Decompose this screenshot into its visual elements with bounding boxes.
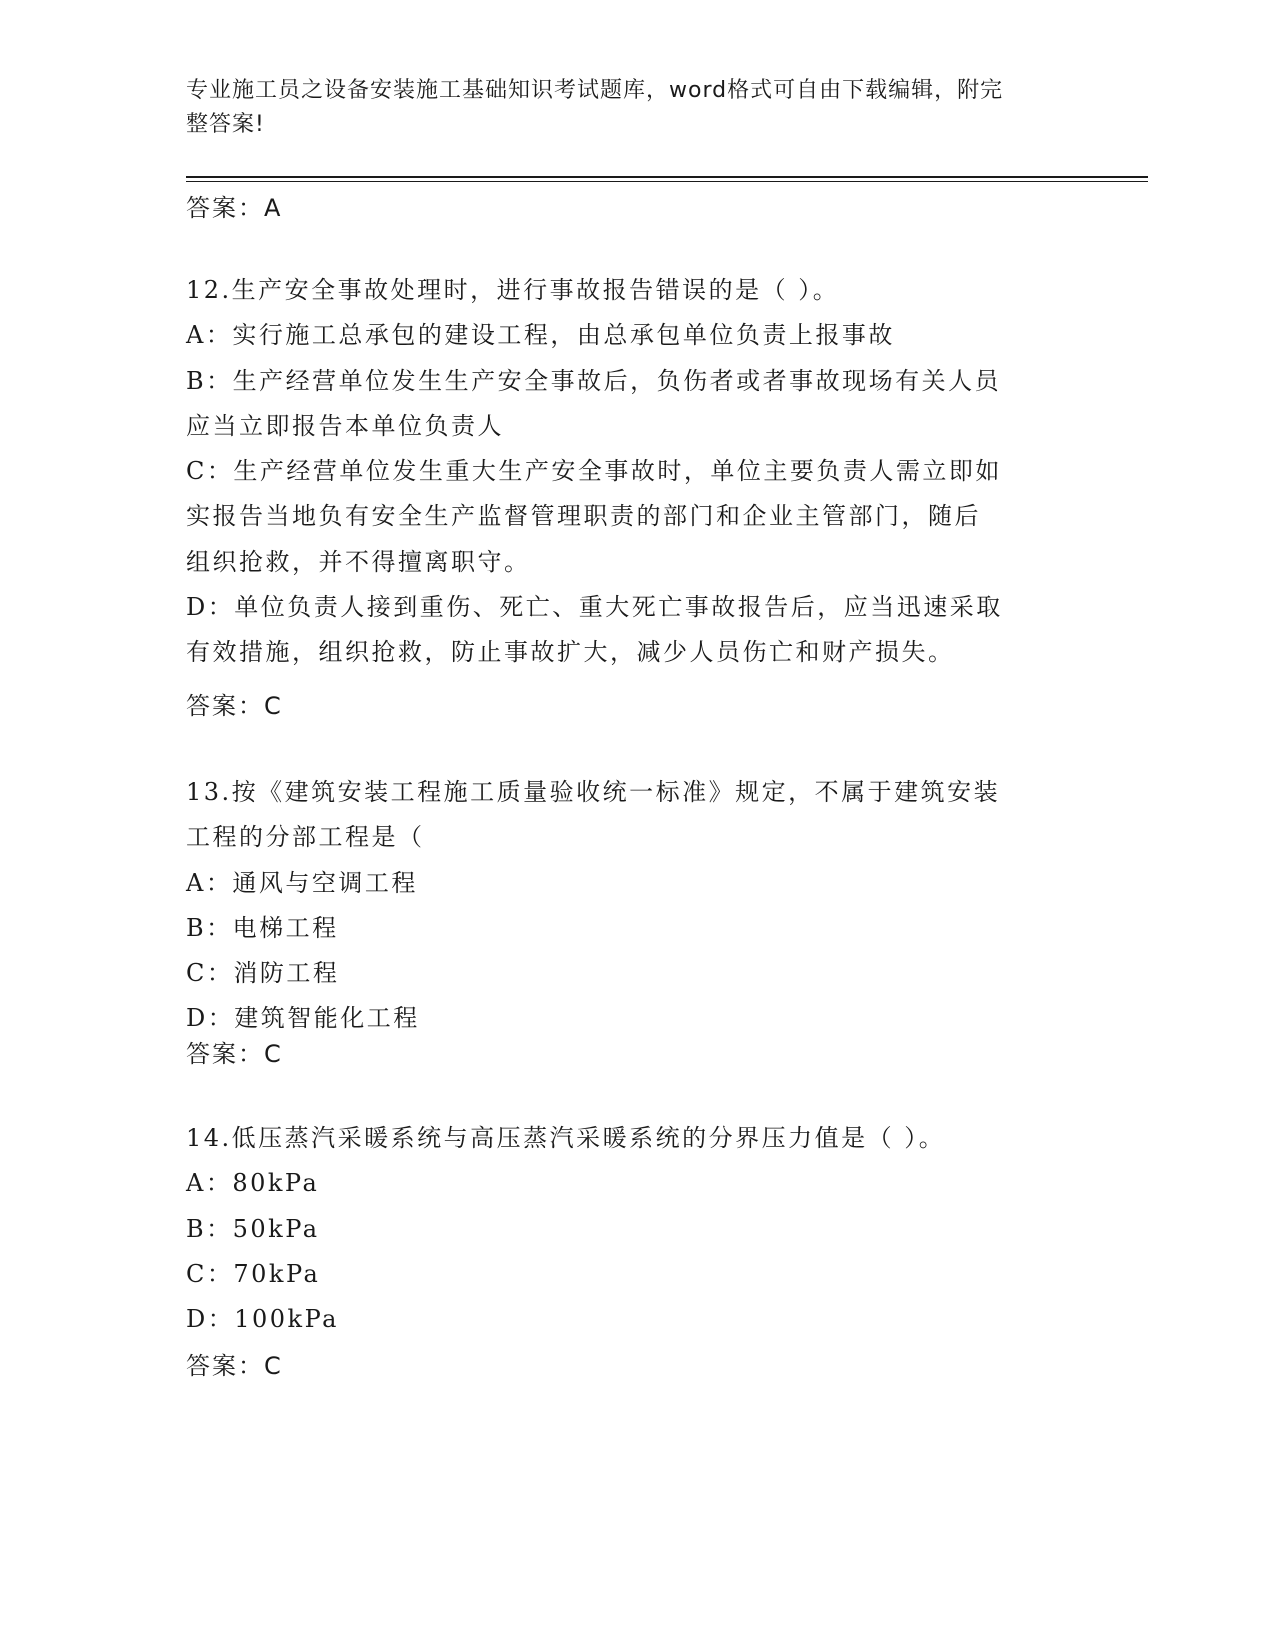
option-d: D：100kPa <box>186 1305 339 1334</box>
option-b-line-2: 应当立即报告本单位负责人 <box>186 411 504 440</box>
question-stem: 14.低压蒸汽采暖系统与高压蒸汽采暖系统的分界压力值是（ ）。 <box>186 1124 946 1152</box>
option-c-line-1: C：生产经营单位发生重大生产安全事故时，单位主要负责人需立即如 <box>186 457 1002 486</box>
option-b: B：50kPa <box>186 1214 320 1243</box>
question-stem: 12.生产安全事故处理时，进行事故报告错误的是（ ）。 <box>186 276 840 304</box>
answer-q11: 答案：A <box>186 194 283 222</box>
option-c-line-2: 实报告当地负有安全生产监督管理职责的部门和企业主管部门，随后 <box>186 502 981 531</box>
question-13 <box>186 770 1086 1042</box>
question-12 <box>186 268 1086 676</box>
question-stem-line-1: 13.按《建筑安装工程施工质量验收统一标准》规定，不属于建筑安装 <box>186 778 1001 806</box>
question-14 <box>186 1116 1086 1342</box>
option-a: A：通风与空调工程 <box>186 868 418 897</box>
option-b: B：电梯工程 <box>186 913 339 942</box>
option-d-line-1: D：单位负责人接到重伤、死亡、重大死亡事故报告后，应当迅速采取 <box>186 593 1003 622</box>
answer-q14: 答案：C <box>186 1352 283 1380</box>
option-d: D：建筑智能化工程 <box>186 1004 420 1033</box>
header-line-2: 整答案! <box>186 112 265 137</box>
option-a: A：实行施工总承包的建设工程，由总承包单位负责上报事故 <box>186 321 895 350</box>
header-divider-thin <box>186 181 1148 182</box>
option-c: C：消防工程 <box>186 959 340 988</box>
page-header <box>186 74 1086 142</box>
option-c: C：70kPa <box>186 1259 321 1288</box>
answer-q12: 答案：C <box>186 692 283 720</box>
answer-q13: 答案：C <box>186 1040 283 1068</box>
header-line-1: 专业施工员之设备安装施工基础知识考试题库，word格式可自由下载编辑，附完 <box>186 78 1004 103</box>
option-b-line-1: B：生产经营单位发生生产安全事故后，负伤者或者事故现场有关人员 <box>186 366 1002 395</box>
option-a: A：80kPa <box>186 1169 320 1198</box>
option-d-line-2: 有效措施，组织抢救，防止事故扩大，减少人员伤亡和财产损失。 <box>186 638 955 667</box>
header-divider-thick <box>186 176 1148 178</box>
option-c-line-3: 组织抢救，并不得擅离职守。 <box>186 547 531 576</box>
question-stem-line-2: 工程的分部工程是（ <box>186 823 425 852</box>
